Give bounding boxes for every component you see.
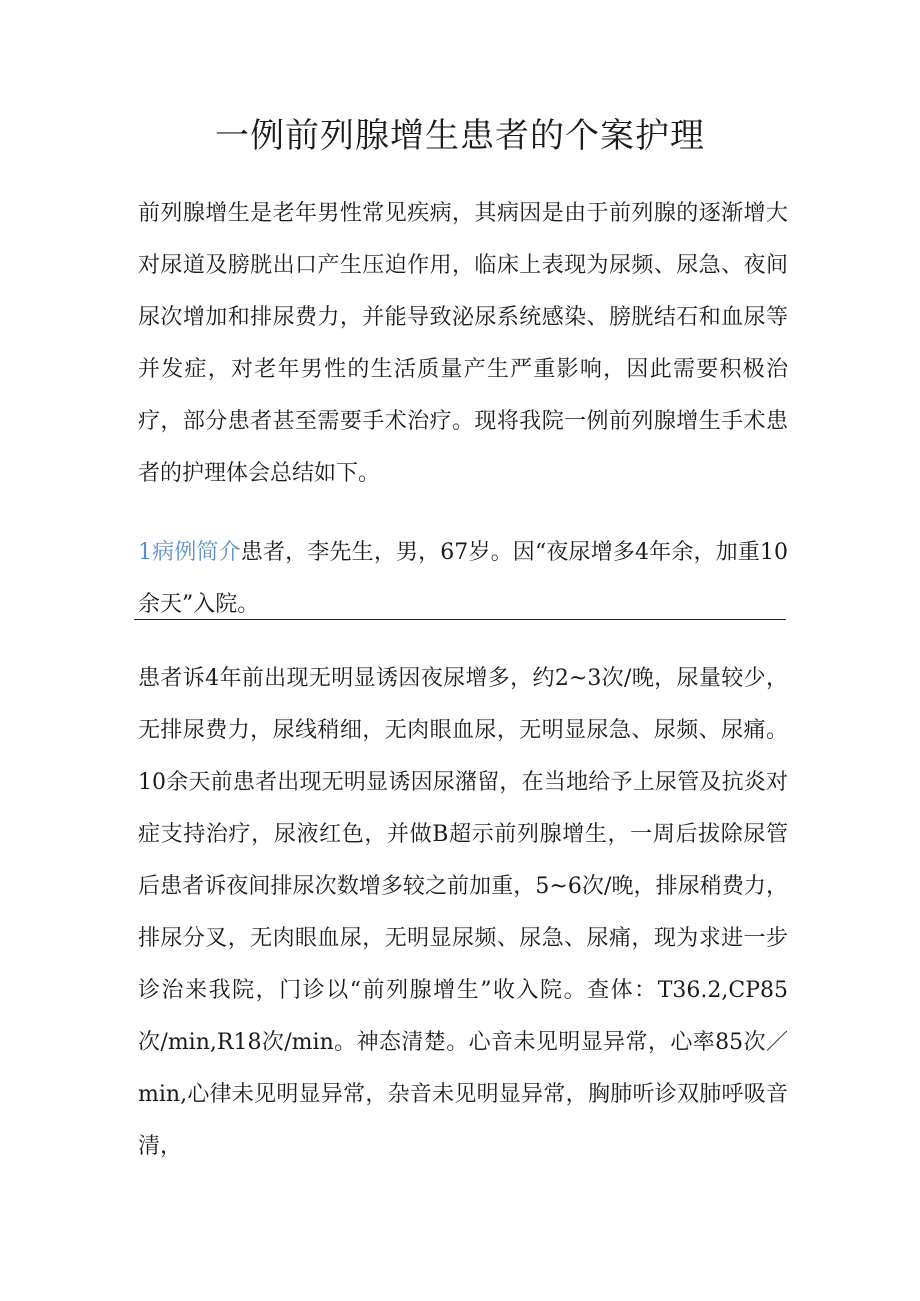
intro-paragraph: 前列腺增生是老年男性常见疾病，其病因是由于前列腺的逐渐增大对尿道及膀胱出口产生压迫作用，临床上表现为尿频、尿急、夜间尿次增加和排尿费力，并能导致泌尿系统感染、膀胱结石和血尿等并发症，对老年男性的生活质量产生严重影响，因此需要积极治疗，部分患者甚至需要手术治疗。现将我院一例前列腺增生手术患者的护理体会总结如下。 xyxy=(138,201,788,486)
case-summary-text: 患者，李先生，男，67岁。因“夜尿增多4年余，加重10余天”入院。 xyxy=(138,540,789,617)
case-summary-paragraph xyxy=(138,527,788,631)
document-title: 一例前列腺增生患者的个案护理 xyxy=(215,116,705,156)
section-heading-case: 1病例简介 xyxy=(138,540,241,565)
horizontal-divider xyxy=(134,619,786,620)
history-paragraph: 患者诉4年前出现无明显诱因夜尿增多，约2~3次/晚，尿量较少，无排尿费力，尿线稍细，无肉眼血尿，无明显尿急、尿频、尿痛。10余天前患者出现无明显诱因尿潴留，在当地给予上尿管及抗炎对症支持治疗，尿液红色，并做B超示前列腺增生，一周后拔除尿管后患者诉夜间排尿次数增多较之前加重，5~6次/晚，排尿稍费力，排尿分叉，无肉眼血尿，无明显尿频、尿急、尿痛，现为求进一步诊治来我院，门诊以“前列腺增生”收入院。查体：T36.2,CP85次/min,R18次/min。神态清楚。心音未见明显异常，心率85次／min,心律未见明显异常，杂音未见明显异常，胸肺听诊双肺呼吸音清， xyxy=(138,666,788,1159)
